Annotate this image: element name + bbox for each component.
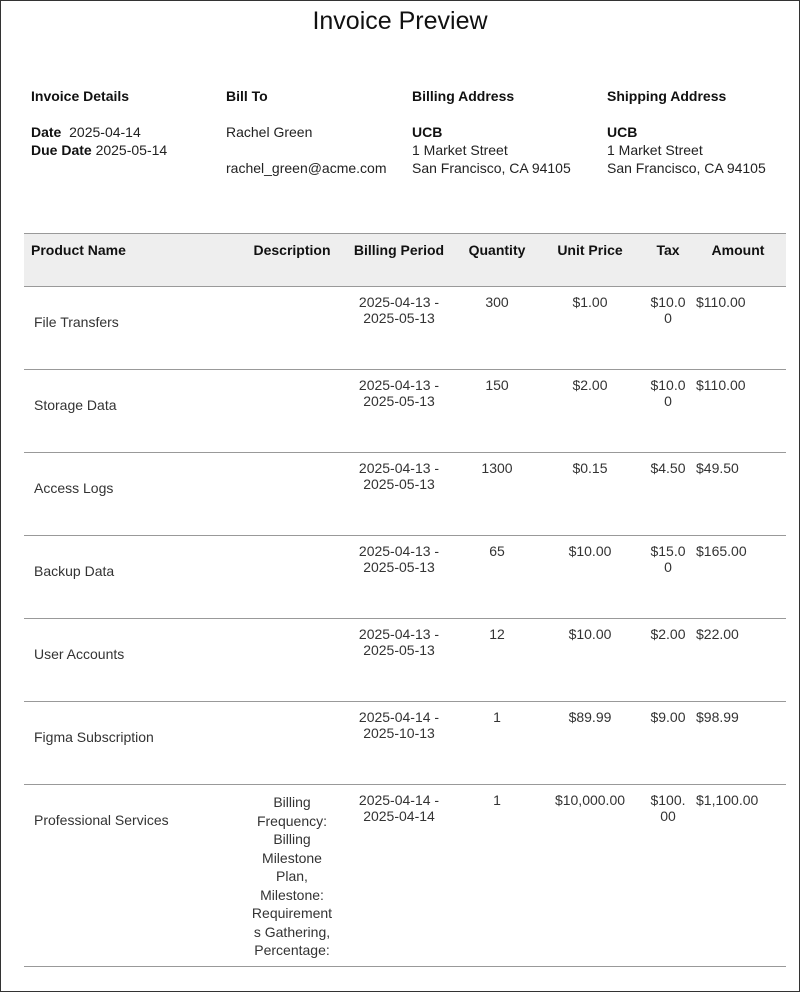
amount: $165.00	[690, 536, 786, 619]
invoice-details-section	[31, 87, 211, 159]
bill-to-section	[226, 87, 406, 177]
invoice-due-date	[31, 141, 211, 159]
shipping-street: 1 Market Street	[607, 142, 703, 158]
product-name: Storage Data	[24, 370, 246, 453]
product-name: Professional Services	[24, 785, 246, 967]
tax: $10.00	[646, 370, 690, 453]
unit-price: $10.00	[534, 536, 646, 619]
tax: $2.00	[646, 619, 690, 702]
billing-city: San Francisco, CA 94105	[412, 160, 571, 176]
unit-price: $2.00	[534, 370, 646, 453]
header-quantity: Quantity	[460, 234, 534, 287]
date-value: 2025-04-14	[69, 124, 141, 140]
description	[246, 619, 338, 702]
product-name: File Transfers	[24, 287, 246, 370]
quantity: 1	[460, 702, 534, 785]
billing-period: 2025-04-14 - 2025-10-13	[338, 702, 460, 785]
table-row	[24, 619, 786, 702]
table-row	[24, 453, 786, 536]
description	[246, 702, 338, 785]
product-name: User Accounts	[24, 619, 246, 702]
header-amount: Amount	[690, 234, 786, 287]
description: Billing Frequency: Billing Milestone Plan, Milestone: Requirements Gathering, Percentage:	[246, 785, 338, 967]
unit-price: $10,000.00	[534, 785, 646, 967]
amount: $98.99	[690, 702, 786, 785]
table-row	[24, 287, 786, 370]
table-row	[24, 536, 786, 619]
header-product-name: Product Name	[24, 234, 246, 287]
due-date-value: 2025-05-14	[95, 142, 168, 158]
amount: $110.00	[690, 370, 786, 453]
header-tax: Tax	[646, 234, 690, 287]
tax: $4.50	[646, 453, 690, 536]
shipping-company: UCB	[607, 124, 638, 140]
billing-company: UCB	[412, 124, 443, 140]
unit-price: $1.00	[534, 287, 646, 370]
bill-to-heading: Bill To	[226, 88, 268, 104]
description	[246, 536, 338, 619]
description	[246, 370, 338, 453]
bill-to-name: Rachel Green	[226, 124, 313, 140]
billing-period: 2025-04-13 - 2025-05-13	[338, 453, 460, 536]
unit-price: $10.00	[534, 619, 646, 702]
amount: $49.50	[690, 453, 786, 536]
quantity: 150	[460, 370, 534, 453]
shipping-city: San Francisco, CA 94105	[607, 160, 766, 176]
billing-period: 2025-04-13 - 2025-05-13	[338, 619, 460, 702]
table-row	[24, 702, 786, 785]
due-date-label: Due Date	[31, 142, 92, 158]
billing-address-section	[412, 87, 602, 177]
billing-address-heading: Billing Address	[412, 88, 515, 104]
amount: $110.00	[690, 287, 786, 370]
quantity: 1	[460, 785, 534, 967]
product-name: Figma Subscription	[24, 702, 246, 785]
header-unit-price: Unit Price	[534, 234, 646, 287]
page-title: Invoice Preview	[312, 7, 488, 35]
product-name: Access Logs	[24, 453, 246, 536]
invoice-date	[31, 123, 211, 141]
table-row	[24, 370, 786, 453]
billing-street: 1 Market Street	[412, 142, 508, 158]
table-row	[24, 785, 786, 967]
bill-to-email: rachel_green@acme.com	[226, 160, 387, 176]
billing-period: 2025-04-13 - 2025-05-13	[338, 536, 460, 619]
tax: $100.00	[646, 785, 690, 967]
amount: $22.00	[690, 619, 786, 702]
table-header-row	[24, 234, 786, 287]
quantity: 12	[460, 619, 534, 702]
tax: $10.00	[646, 287, 690, 370]
description	[246, 287, 338, 370]
billing-period: 2025-04-14 - 2025-04-14	[338, 785, 460, 967]
header-description: Description	[246, 234, 338, 287]
shipping-address-section	[607, 87, 793, 177]
tax: $9.00	[646, 702, 690, 785]
date-label: Date	[31, 124, 62, 140]
billing-period: 2025-04-13 - 2025-05-13	[338, 287, 460, 370]
description	[246, 453, 338, 536]
amount: $1,100.00	[690, 785, 786, 967]
line-items-table	[24, 233, 786, 967]
billing-period: 2025-04-13 - 2025-05-13	[338, 370, 460, 453]
shipping-address-heading: Shipping Address	[607, 88, 727, 104]
quantity: 300	[460, 287, 534, 370]
invoice-details-heading: Invoice Details	[31, 88, 130, 104]
tax: $15.00	[646, 536, 690, 619]
product-name: Backup Data	[24, 536, 246, 619]
quantity: 65	[460, 536, 534, 619]
quantity: 1300	[460, 453, 534, 536]
header-billing-period: Billing Period	[338, 234, 460, 287]
unit-price: $0.15	[534, 453, 646, 536]
unit-price: $89.99	[534, 702, 646, 785]
